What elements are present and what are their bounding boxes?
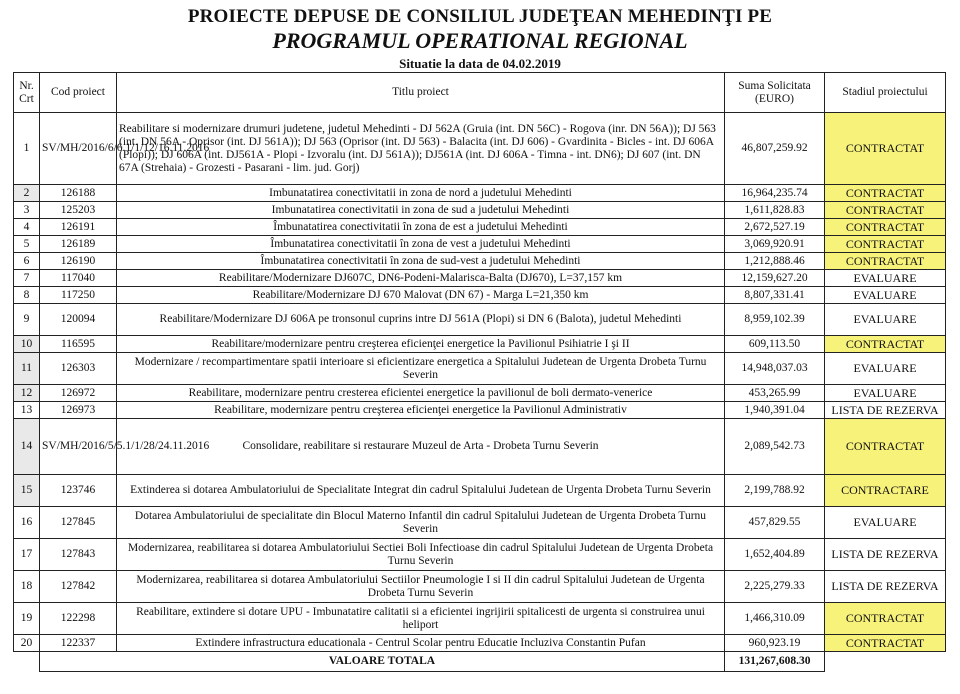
row-amount: 16,964,235.74 (725, 185, 825, 202)
table-row (14, 419, 946, 475)
row-status: CONTRACTAT (825, 219, 946, 236)
header-suma: Suma Solicitata (EURO) (725, 73, 825, 113)
row-status: LISTA DE REZERVA (825, 571, 946, 603)
document-subtitle: PROGRAMUL OPERATIONAL REGIONAL (272, 28, 688, 53)
row-project-title: Modernizare / recompartimentare spatii interioare si eficientizare energetica a Spitalului Judetean de Urgenta Drobeta Turnu Severin (117, 353, 725, 385)
row-amount: 2,199,788.92 (725, 475, 825, 507)
table-row (14, 603, 946, 635)
table-row (14, 113, 946, 185)
row-project-code: 120094 (40, 304, 117, 336)
row-amount: 12,159,627.20 (725, 270, 825, 287)
row-number: 8 (14, 287, 40, 304)
row-project-code: 117250 (40, 287, 117, 304)
total-blank-end (825, 652, 946, 672)
row-number: 2 (14, 185, 40, 202)
total-row (14, 652, 946, 672)
row-amount: 14,948,037.03 (725, 353, 825, 385)
row-status: CONTRACTAT (825, 185, 946, 202)
row-number: 19 (14, 603, 40, 635)
row-project-title: Consolidare, reabilitare si restaurare Muzeul de Arta - Drobeta Turnu Severin (117, 419, 725, 475)
row-project-code: 126972 (40, 385, 117, 402)
total-blank (14, 652, 40, 672)
table-row (14, 304, 946, 336)
row-number: 20 (14, 635, 40, 652)
row-project-title: Imbunatatirea conectivitatii in zona de nord a judetului Mehedinti (117, 185, 725, 202)
row-project-title: Dotarea Ambulatoriului de specialitate din Blocul Materno Infantil din cadrul Spitalului Judetean de Urgenta Drobeta Turnu Severin (117, 507, 725, 539)
row-number: 18 (14, 571, 40, 603)
row-project-code: 126189 (40, 236, 117, 253)
total-label: VALOARE TOTALA (40, 652, 725, 672)
table-row (14, 202, 946, 219)
row-status: CONTRACTAT (825, 113, 946, 185)
row-project-code: 123746 (40, 475, 117, 507)
row-project-title: Reabilitare/Modernizare DJ607C, DN6-Podeni-Malarisca-Balta (DJ670), L=37,157 km (117, 270, 725, 287)
row-number: 12 (14, 385, 40, 402)
row-status: EVALUARE (825, 385, 946, 402)
table-row (14, 185, 946, 202)
document-title: PROIECTE DEPUSE DE CONSILIUL JUDEŢEAN MEHEDINŢI PE (187, 6, 773, 27)
row-amount: 453,265.99 (725, 385, 825, 402)
row-number: 17 (14, 539, 40, 571)
table-row (14, 539, 946, 571)
row-project-title: Modernizarea, reabilitarea si dotarea Ambulatoriului Sectiei Boli Infectioase din cadrul Spitalului Judetean de Urgenta Drobeta Turnu Severin (117, 539, 725, 571)
table-row (14, 635, 946, 652)
row-project-code: 126303 (40, 353, 117, 385)
row-status: EVALUARE (825, 270, 946, 287)
row-status: EVALUARE (825, 287, 946, 304)
row-project-code: 127843 (40, 539, 117, 571)
row-status: EVALUARE (825, 304, 946, 336)
row-amount: 1,611,828.83 (725, 202, 825, 219)
row-number: 1 (14, 113, 40, 185)
row-amount: 1,466,310.09 (725, 603, 825, 635)
row-project-code: 116595 (40, 336, 117, 353)
header-cod: Cod proiect (40, 73, 117, 113)
row-number: 6 (14, 253, 40, 270)
row-project-code: SV/MH/2016/5/5.1/1/28/24.11.2016 (40, 419, 117, 475)
header-titlu: Titlu proiect (117, 73, 725, 113)
table-row (14, 236, 946, 253)
row-amount: 3,069,920.91 (725, 236, 825, 253)
row-project-code: 127842 (40, 571, 117, 603)
row-project-code: 117040 (40, 270, 117, 287)
row-amount: 1,652,404.89 (725, 539, 825, 571)
header-nr: Nr. Crt (14, 73, 40, 113)
row-amount: 8,807,331.41 (725, 287, 825, 304)
row-amount: 609,113.50 (725, 336, 825, 353)
row-project-title: Reabilitare si modernizare drumuri judetene, judetul Mehedinti - DJ 562A (Gruia (int. DN 56C) - Rogova (inr. DN 56A)); DJ 563 (int. DN 56A - Oprisor (int. DJ 561A)); DJ 563 (Oprisor (int. DJ 563) - Balacita (int. DJ 606) - Gvardinita - Bicles - int. DJ 606A (Plopi)); DJ 606A (int. DJ561A - Plopi - Izvoralu (int. DJ 561A)); DJ561A (int. DJ 606A - Timna - int. DN6); DJ 607 (int. DN 67A (Strehaia) - Grozesti - Pasarani - lim. jud. Gorj) (117, 113, 725, 185)
table-row (14, 270, 946, 287)
row-project-title: Îmbunatatirea conectivitatii în zona de sud-vest a judetului Mehedinti (117, 253, 725, 270)
row-amount: 1,212,888.46 (725, 253, 825, 270)
row-number: 13 (14, 402, 40, 419)
row-number: 16 (14, 507, 40, 539)
row-number: 5 (14, 236, 40, 253)
table-body (14, 113, 946, 652)
row-project-title: Imbunatatirea conectivitatii in zona de sud a judetului Mehedinti (117, 202, 725, 219)
total-value: 131,267,608.30 (725, 652, 825, 672)
row-amount: 2,089,542.73 (725, 419, 825, 475)
row-project-title: Reabilitare, modernizare pentru creşterea eficienţei energetice la Pavilionul Administrativ (117, 402, 725, 419)
row-status: LISTA DE REZERVA (825, 539, 946, 571)
row-amount: 2,225,279.33 (725, 571, 825, 603)
row-status: EVALUARE (825, 507, 946, 539)
row-status: CONTRACTAT (825, 603, 946, 635)
row-number: 3 (14, 202, 40, 219)
row-project-title: Îmbunatatirea conectivitatii în zona de vest a judetului Mehedinti (117, 236, 725, 253)
table-row (14, 385, 946, 402)
table-row (14, 475, 946, 507)
row-status: CONTRACTAT (825, 202, 946, 219)
table-row (14, 287, 946, 304)
row-number: 14 (14, 419, 40, 475)
row-project-code: 126190 (40, 253, 117, 270)
row-project-code: 125203 (40, 202, 117, 219)
row-amount: 46,807,259.92 (725, 113, 825, 185)
table-row (14, 402, 946, 419)
row-number: 10 (14, 336, 40, 353)
table-row (14, 507, 946, 539)
row-project-code: 126973 (40, 402, 117, 419)
row-project-code: 127845 (40, 507, 117, 539)
row-status: LISTA DE REZERVA (825, 402, 946, 419)
row-number: 4 (14, 219, 40, 236)
row-number: 9 (14, 304, 40, 336)
row-status: EVALUARE (825, 353, 946, 385)
row-amount: 960,923.19 (725, 635, 825, 652)
row-project-code: 126188 (40, 185, 117, 202)
row-status: CONTRACTAT (825, 336, 946, 353)
table-row (14, 219, 946, 236)
row-amount: 8,959,102.39 (725, 304, 825, 336)
row-project-title: Reabilitare/Modernizare DJ 670 Malovat (DN 67) - Marga L=21,350 km (117, 287, 725, 304)
row-status: CONTRACTAT (825, 419, 946, 475)
row-status: CONTRACTAT (825, 236, 946, 253)
row-status: CONTRACTAT (825, 253, 946, 270)
document-date: Situatie la data de 04.02.2019 (399, 56, 561, 71)
row-project-title: Extindere infrastructura educationala - Centrul Scolar pentru Educatie Incluziva Constantin Pufan (117, 635, 725, 652)
row-number: 15 (14, 475, 40, 507)
table-row (14, 353, 946, 385)
row-project-title: Îmbunatatirea conectivitatii în zona de est a judetului Mehedinti (117, 219, 725, 236)
row-project-code: 122337 (40, 635, 117, 652)
row-number: 11 (14, 353, 40, 385)
header-stadiu: Stadiul proiectului (825, 73, 946, 113)
row-amount: 2,672,527.19 (725, 219, 825, 236)
row-project-title: Reabilitare, modernizare pentru cresterea eficientei energetice la pavilionul de boli dermato-venerice (117, 385, 725, 402)
table-row (14, 253, 946, 270)
row-status: CONTRACTAT (825, 635, 946, 652)
row-project-code: 126191 (40, 219, 117, 236)
row-project-title: Reabilitare/modernizare pentru creşterea eficienţei energetice la Pavilionul Psihiatrie I şi II (117, 336, 725, 353)
row-number: 7 (14, 270, 40, 287)
row-project-code: 122298 (40, 603, 117, 635)
table-header-row (14, 73, 946, 113)
table-row (14, 336, 946, 353)
projects-table (13, 72, 946, 672)
row-amount: 1,940,391.04 (725, 402, 825, 419)
row-status: CONTRACTARE (825, 475, 946, 507)
row-project-title: Modernizarea, reabilitarea si dotarea Ambulatoriului Sectiilor Pneumologie I si II din cadrul Spitalului Judetean de Urgenta Drobeta Turnu Severin (117, 571, 725, 603)
row-project-title: Reabilitare/Modernizare DJ 606A pe tronsonul cuprins intre DJ 561A (Plopi) si DN 6 (Balota), judetul Mehedinti (117, 304, 725, 336)
row-project-title: Reabilitare, extindere si dotare UPU - Imbunatatire calitatii si a eficientei ingrijirii spitalicesti de urgenta si construirea unui heliport (117, 603, 725, 635)
row-project-title: Extinderea si dotarea Ambulatoriului de Specialitate Integrat din cadrul Spitalului Judetean de Urgenta Drobeta Turnu Severin (117, 475, 725, 507)
row-project-code: SV/MH/2016/6/6.1/1/12/16.11.2016 (40, 113, 117, 185)
table-row (14, 571, 946, 603)
row-amount: 457,829.55 (725, 507, 825, 539)
